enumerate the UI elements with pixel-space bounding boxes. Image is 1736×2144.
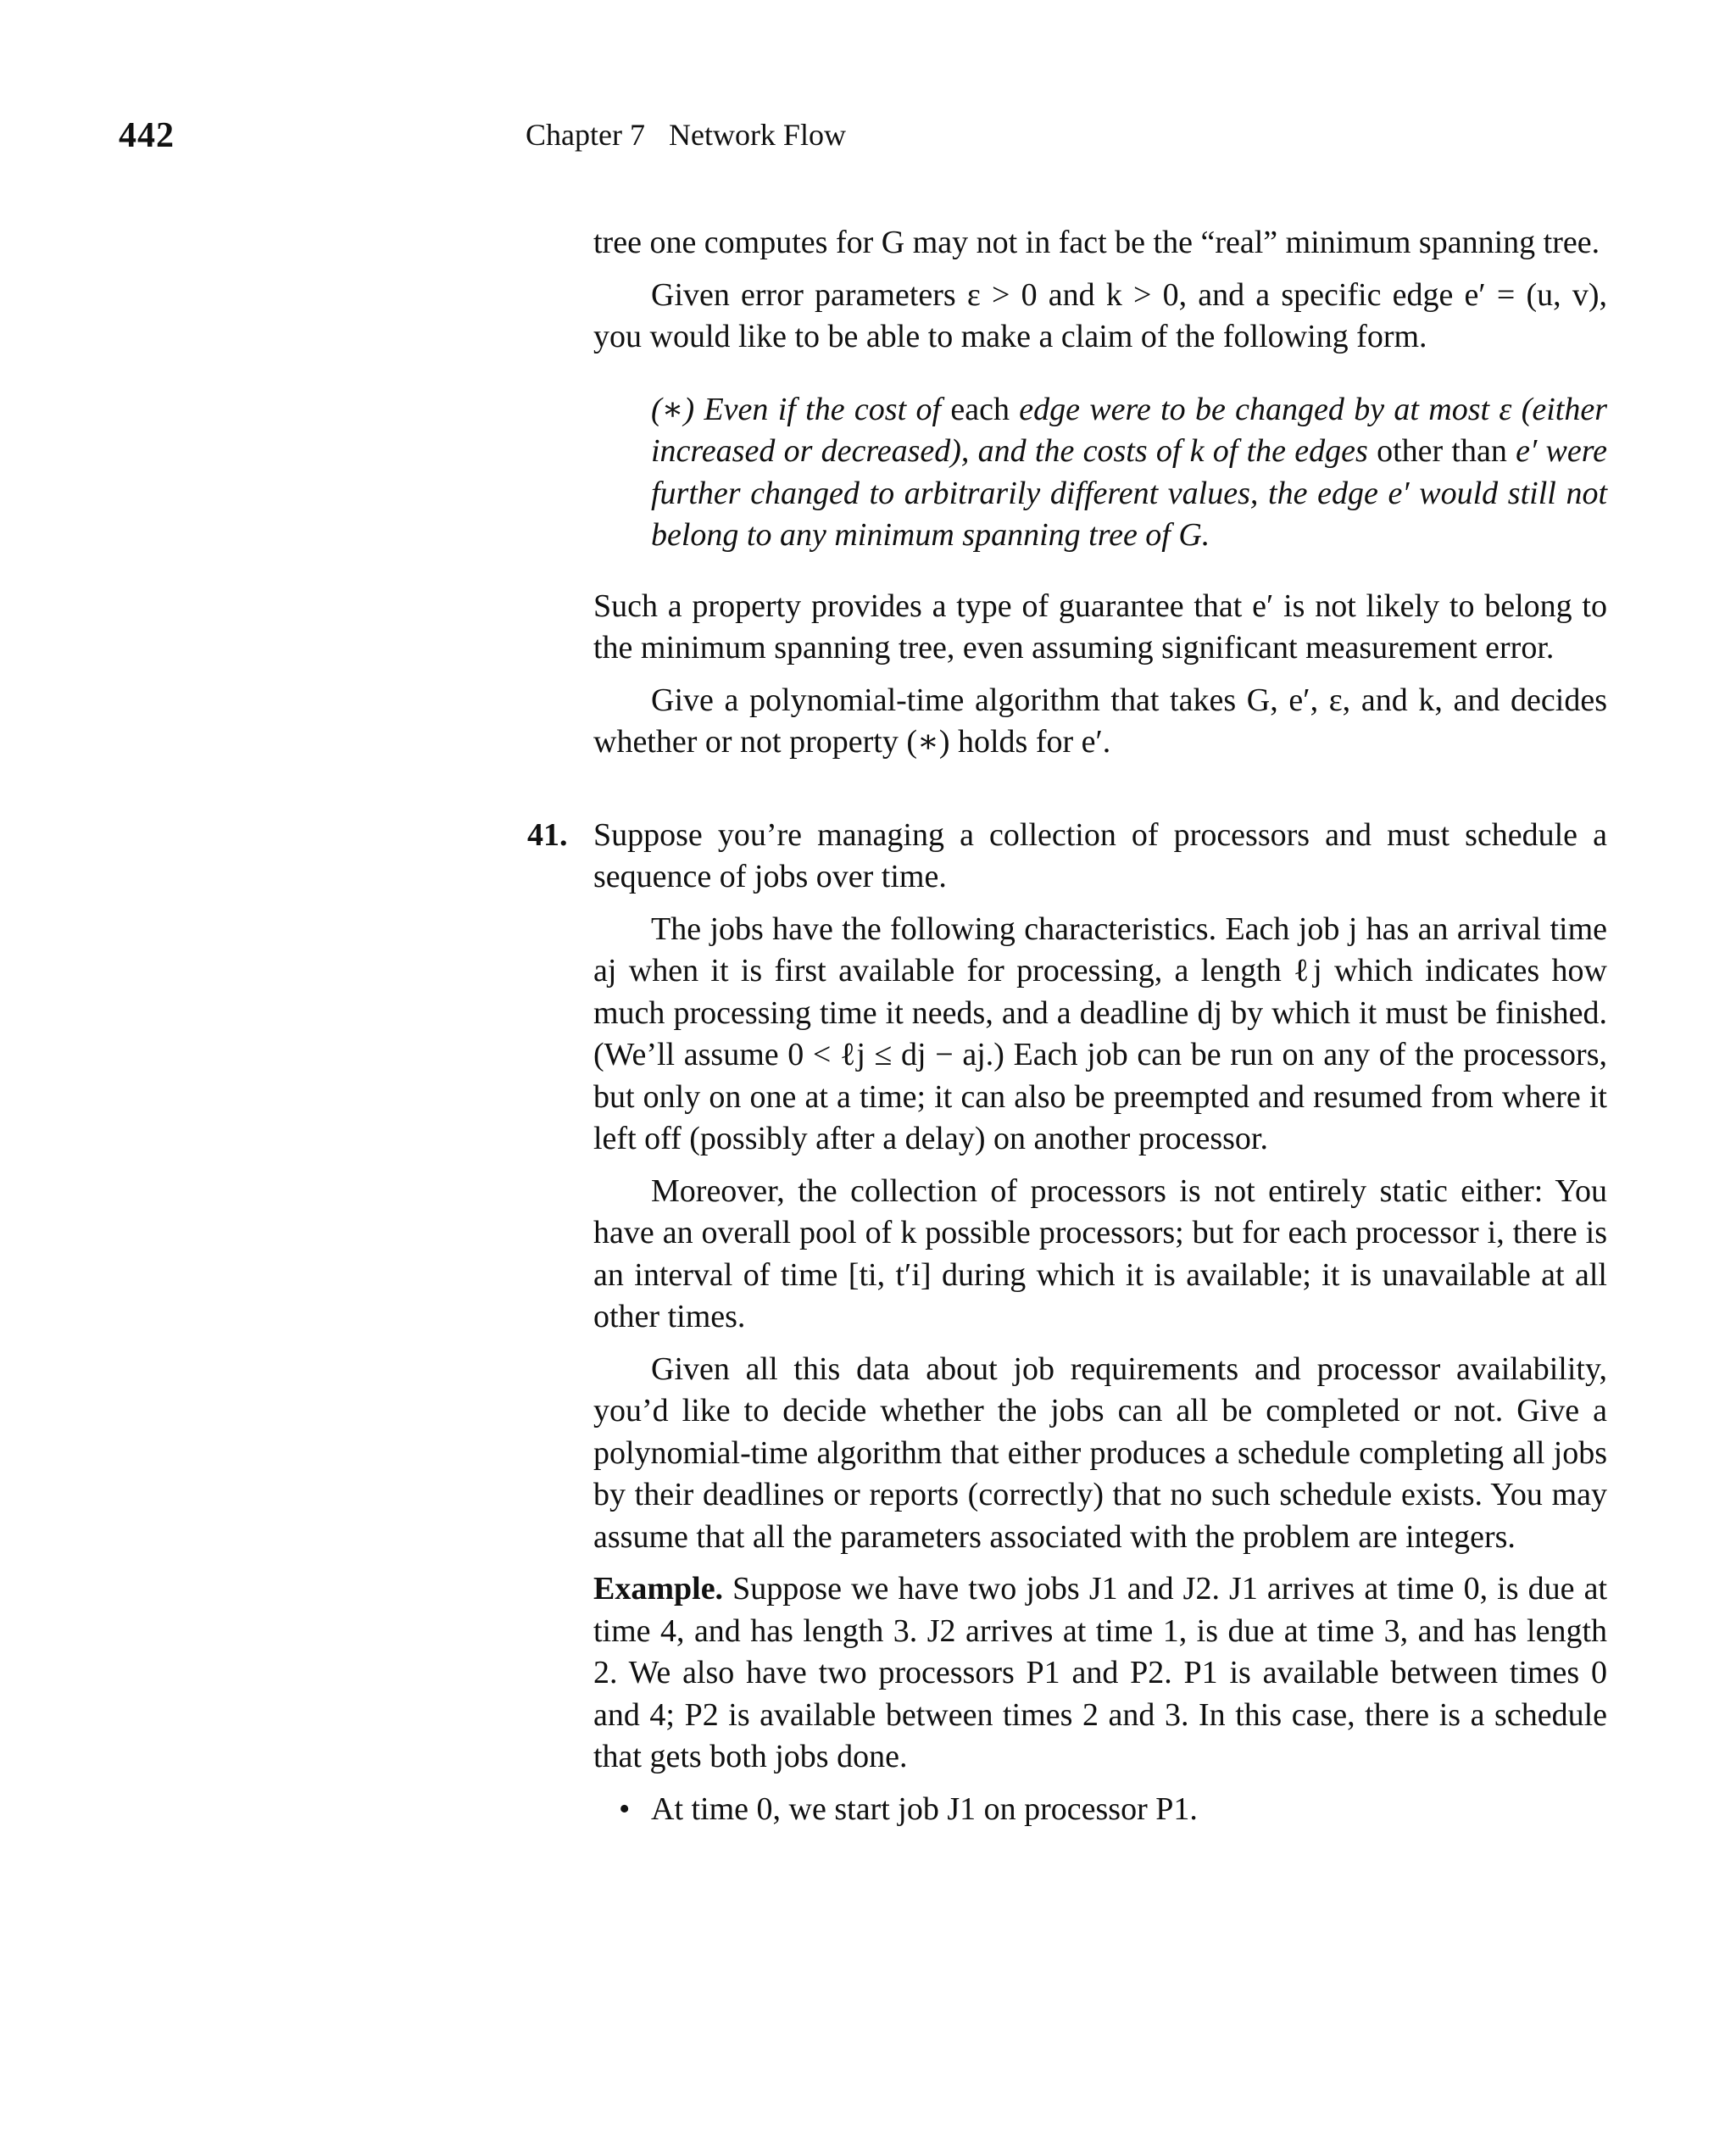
bullet-item — [593, 1789, 1607, 1831]
problem-number: 41. — [527, 816, 568, 853]
bullet-text: At time 0, we start job J1 on processor P1. — [651, 1790, 1198, 1827]
problem-41-processors: Moreover, the collection of processors is not entirely static either: You have an overall pool of k possible processors; but for each processor i, there is an interval of time [ti, t′i] during which it is available; it is unavailable at all other times. — [593, 1172, 1607, 1334]
page-body — [527, 222, 1608, 1830]
paragraph-task-40: Give a polynomial-time algorithm that takes G, e′, ε, and k, and decides whether or not property (∗) holds for e′. — [593, 682, 1607, 760]
claim-block — [651, 389, 1607, 557]
bullet-icon: • — [619, 1790, 631, 1827]
problem-41-task: Given all this data about job requirements and processor availability, you’d like to decide whether the jobs can all be completed or not. Give a polynomial-time algorithm that either produces a schedule completing all jobs by their deadlines or reports (correctly) that no such schedule exists. You may assume that all the parameters associated with the problem are integers. — [593, 1350, 1607, 1555]
example-text: Suppose we have two jobs J1 and J2. J1 arrives at time 0, is due at time 4, and has length 3. J2 arrives at time 1, is due at time 3, and has length 2. We also have two processors P1 and P2. P1 is available between times 0 and 4; P2 is available between times 2 and 3. In this case, there is a schedule that gets both jobs done. — [593, 1571, 1607, 1774]
claim-text-1: (∗) Even if the cost of — [651, 391, 951, 427]
claim-text-2: edge were to be changed by at most ε (either increased or decreased), and the costs of k of the edges — [651, 391, 1608, 469]
problem-41-example — [593, 1568, 1607, 1779]
chapter-label: Chapter 7 — [526, 118, 645, 152]
claim-each: each — [950, 391, 1010, 427]
problem-41-jobs: The jobs have the following characteristics. Each job j has an arrival time aj when it is first available for processing, a length ℓj which indicates how much processing time it needs, and a deadline dj by which it must be finished. (We’ll assume 0 < ℓj ≤ dj − aj.) Each job can be run on any of the processors, but only on one at a time; it can also be preempted and resumed from where it left off (possibly after a delay) on another processor. — [593, 911, 1607, 1156]
example-label: Example. — [593, 1571, 724, 1607]
problem-41-intro: Suppose you’re managing a collection of processors and must schedule a sequence of jobs over time. — [593, 816, 1607, 894]
paragraph-continuation: tree one computes for G may not in fact be the “real” minimum spanning tree. — [593, 225, 1600, 260]
paragraph-error-parameters: Given error parameters ε > 0 and k > 0, and a specific edge e′ = (u, v), you would like to be able to make a claim of the following form. — [593, 276, 1607, 354]
page-number: 442 — [119, 116, 175, 155]
running-head — [526, 117, 846, 153]
claim-other-than: other than — [1377, 433, 1507, 469]
claim-text-3: e′ were further changed to arbitrarily different values, the edge e′ would still not belong to any minimum spanning tree of G. — [651, 433, 1607, 553]
paragraph-guarantee: Such a property provides a type of guarantee that e′ is not likely to belong to the minimum spanning tree, even assuming significant measurement error. — [593, 588, 1607, 665]
problem-41 — [527, 815, 1607, 1831]
chapter-title: Network Flow — [668, 118, 846, 152]
